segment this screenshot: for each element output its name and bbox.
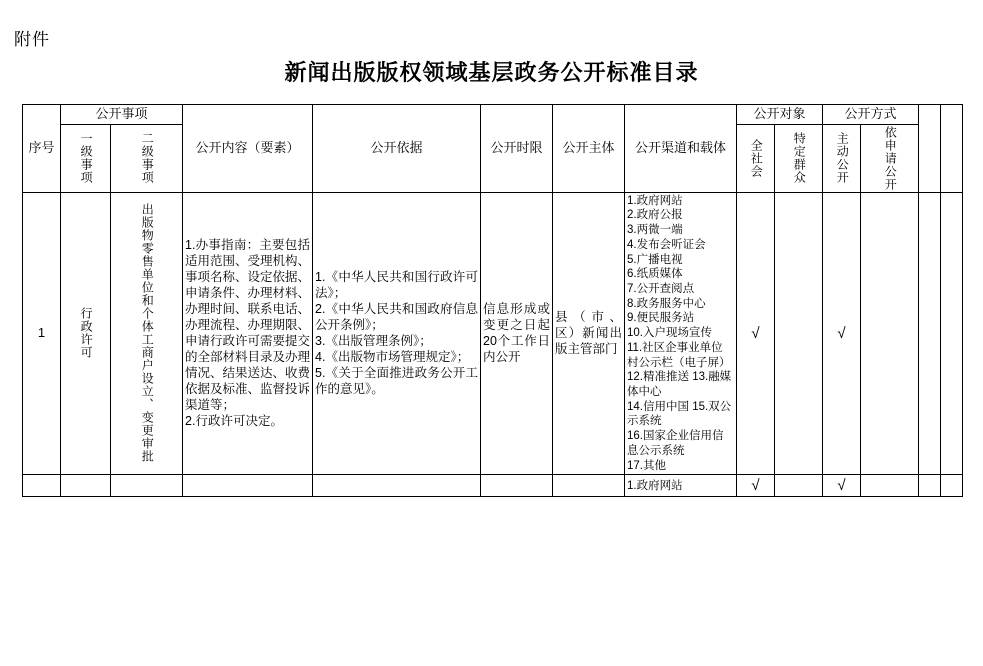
channel-item: 1.政府网站: [627, 479, 683, 492]
row-seq: 1: [23, 192, 61, 475]
row-content: [183, 475, 313, 497]
header-basis: 公开依据: [313, 105, 481, 193]
row-seq: [23, 475, 61, 497]
row-audience-all: √: [737, 475, 775, 497]
row-method-request: [861, 475, 919, 497]
channel-item: 5.广播电视: [627, 253, 683, 266]
header-seq: 序号: [23, 105, 61, 193]
attachment-label: 附件: [14, 30, 50, 49]
page-title: 新闻出版版权领域基层政务公开标准目录: [284, 60, 699, 85]
header-subject: 公开主体: [553, 105, 625, 193]
channel-item: 3.两微一端: [627, 224, 683, 237]
header-extra-1: [919, 105, 941, 193]
row-level2: [111, 475, 183, 497]
header-time-limit: 公开时限: [481, 105, 553, 193]
channel-item: 14.信用中国 15.双公示系统: [627, 400, 732, 428]
header-public-item-group: 公开事项: [61, 105, 183, 125]
catalog-table: [22, 104, 963, 497]
channel-item: 7.公开查阅点: [627, 282, 695, 295]
channel-item: 6.纸质媒体: [627, 268, 683, 281]
table-row: [23, 475, 963, 497]
channel-item: 2.政府公报: [627, 209, 683, 222]
row-method-active: √: [823, 192, 861, 475]
row-basis: 1.《中华人民共和国行政许可法》； 2.《中华人民共和国政府信息公开条例》； 3.《出版管理条例》； 4.《出版物市场管理规定》； 5.《关于全面推进政务公开工作的意见》。: [313, 192, 481, 475]
row-audience-all: √: [737, 192, 775, 475]
row-content: 1.办事指南：主要包括适用范围、受理机构、事项名称、设定依据、申请条件、办理材料、办理时间、联系电话、办理流程、办理期限、申请行政许可需要提交的全部材料目录及办理情况、结果送达、收费依据及标准、监督投诉渠道等； 2.行政许可决定。: [183, 192, 313, 475]
row-level1: 行政许可: [61, 192, 111, 475]
channel-item: 17.其他: [627, 459, 667, 472]
channel-item: 9.便民服务站: [627, 312, 695, 325]
header-audience-group: 公开对象: [737, 105, 823, 125]
header-level1: 一级事项: [61, 124, 111, 192]
channel-item: 10.入户现场宣传: [627, 327, 713, 340]
header-method-request: 依申请公开: [861, 124, 919, 192]
row-subject: [553, 475, 625, 497]
header-audience-specific: 特定群众: [775, 124, 823, 192]
header-audience-all: 全社会: [737, 124, 775, 192]
row-extra-2: [941, 475, 963, 497]
channel-item: 11.社区企事业单位村公示栏（电子屏）: [627, 341, 731, 369]
channel-item: 8.政务服务中心: [627, 297, 706, 310]
channel-item: 12.精准推送 13.融媒体中心: [627, 371, 732, 398]
row-time-limit: 信息形成或变更之日起20个工作日内公开: [481, 192, 553, 475]
row-basis: [313, 475, 481, 497]
row-channels: [625, 192, 737, 475]
row-channels: [625, 475, 737, 497]
row-audience-specific: [775, 475, 823, 497]
row-time-limit: [481, 475, 553, 497]
header-method-group: 公开方式: [823, 105, 919, 125]
header-level2: 二级事项: [111, 124, 183, 192]
row-extra-1: [919, 475, 941, 497]
row-audience-specific: [775, 192, 823, 475]
header-method-active: 主动公开: [823, 124, 861, 192]
row-method-request: [861, 192, 919, 475]
row-level1: [61, 475, 111, 497]
channel-item: 1.政府网站: [627, 194, 683, 207]
table-header-row-1: [23, 105, 963, 125]
header-extra-2: [941, 105, 963, 193]
row-extra-2: [941, 192, 963, 475]
table-row: [23, 192, 963, 475]
header-channel: 公开渠道和载体: [625, 105, 737, 193]
row-subject: 县（市、区）新闻出版主管部门: [553, 192, 625, 475]
row-extra-1: [919, 192, 941, 475]
channel-item: 16.国家企业信用信息公示系统: [627, 430, 724, 457]
row-level2: 出版物零售单位和个体工商户设立、变更审批: [111, 192, 183, 475]
standard-catalog-table: [22, 104, 962, 497]
row-method-active: √: [823, 475, 861, 497]
channel-item: 4.发布会听证会: [627, 238, 706, 251]
header-content: 公开内容（要素）: [183, 105, 313, 193]
